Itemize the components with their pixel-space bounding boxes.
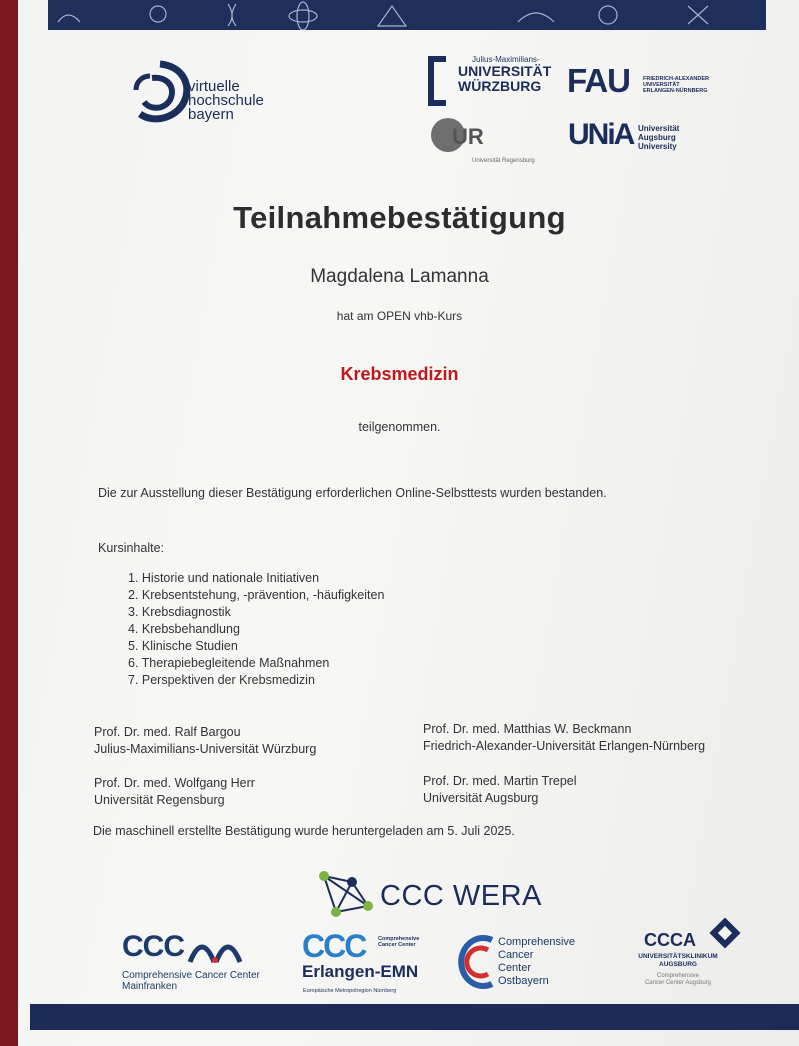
post-course-text: teilgenommen. — [358, 420, 441, 434]
wera-network-icon — [318, 870, 376, 920]
ost-line-4: Ostbayern — [498, 975, 549, 987]
list-item: 6. Therapiebegleitende Maßnahmen — [128, 656, 330, 670]
signatory-institution: Friedrich-Alexander-Universität Erlangen-Nürnberg — [423, 739, 706, 753]
course-name: Krebsmedizin — [340, 364, 459, 384]
wuerzburg-line-1: UNIVERSITÄT — [458, 63, 552, 79]
vhb-line-3: bayern — [188, 106, 234, 123]
pre-course-text: hat am OPEN vhb-Kurs — [336, 309, 463, 323]
signatory-name: Prof. Dr. med. Matthias W. Beckmann — [423, 722, 632, 736]
ccc-mf-line-1: Comprehensive Cancer Center — [122, 970, 260, 981]
ccca-line-3: Comprehensive — [656, 973, 700, 979]
ccc-ostbayern-icon — [452, 934, 496, 990]
fau-sub-1: FRIEDRICH-ALEXANDER — [643, 76, 709, 82]
ccc-mainfranken-mark: CCC — [122, 930, 184, 963]
signatory-institution: Universität Regensburg — [94, 793, 225, 807]
fau-sub-2: UNIVERSITÄT — [643, 82, 680, 88]
signatory-institution: Universität Augsburg — [423, 791, 539, 805]
ccc-mf-line-2: Mainfranken — [122, 981, 178, 992]
ccca-line-2: AUGSBURG — [659, 961, 697, 968]
wuerzburg-logo-bracket — [428, 56, 446, 106]
list-item: 4. Krebsbehandlung — [128, 622, 240, 636]
ccc-erlangen-small: Comprehensive Cancer Center — [378, 936, 420, 948]
signatory-institution: Julius-Maximilians-Universität Würzburg — [94, 742, 317, 756]
ccca-clinic-text — [613, 953, 743, 969]
regensburg-logo-mark: UR — [452, 124, 484, 149]
signatory-trepel — [423, 773, 577, 807]
vhb-logo-icon — [132, 60, 194, 128]
ccca-line-4: Cancer Center Augsburg — [644, 980, 712, 986]
certificate-title: Teilnahmebestätigung — [233, 200, 566, 235]
ost-line-3: Center — [498, 962, 532, 974]
download-note: Die maschinell erstellte Bestätigung wurde heruntergeladen am 5. Juli 2025. — [93, 824, 515, 838]
wera-logo-text: CCC WERA — [380, 880, 542, 912]
ccc-mainfranken-arc-icon — [186, 934, 246, 964]
augsburg-line-2: Augsburg — [638, 133, 676, 142]
course-contents-list — [128, 570, 384, 689]
decorative-top-band — [48, 0, 766, 30]
ccca-diamond-icon — [708, 916, 742, 950]
vhb-line-2: hochschule — [188, 92, 264, 109]
tests-passed-text: Die zur Ausstellung dieser Bestätigung erforderlichen Online-Selbsttests wurden bestanden. — [98, 486, 607, 500]
ccca-line-1: UNIVERSITÄTSKLINIKUM — [638, 953, 718, 960]
ccca-center-text — [613, 973, 743, 987]
ost-line-1: Comprehensive — [498, 936, 576, 948]
signatory-herr — [94, 775, 255, 809]
augsburg-logo-text — [638, 124, 679, 151]
wuerzburg-line-2: WÜRZBURG — [458, 78, 542, 94]
list-item: 1. Historie und nationale Initiativen — [128, 571, 320, 585]
participant-name: Magdalena Lamanna — [310, 266, 489, 287]
vhb-logo-text — [188, 80, 264, 122]
list-item: 3. Krebsdiagnostik — [128, 605, 231, 619]
ccc-mainfranken-text — [122, 970, 260, 992]
list-item: 2. Krebsentstehung, -prävention, -häufigkeiten — [128, 588, 385, 602]
signatory-name: Prof. Dr. med. Wolfgang Herr — [94, 776, 255, 790]
augsburg-line-1: Universität — [638, 124, 680, 133]
ost-line-2: Cancer — [498, 949, 534, 961]
signatory-name: Prof. Dr. med. Martin Trepel — [423, 774, 577, 788]
fau-logo-subtext — [643, 76, 709, 94]
ccc-ostbayern-text — [498, 936, 575, 988]
ccc-erlangen-mark: CCC — [302, 928, 366, 964]
vhb-line-1: virtuelle — [188, 78, 240, 95]
regensburg-logo-name: Universität Regensburg — [472, 158, 535, 164]
decorative-bottom-band — [30, 1004, 799, 1030]
ccc-erlangen-sub: Europäische Metropolregion Nürnberg — [303, 988, 397, 994]
course-contents-label: Kursinhalte: — [98, 541, 165, 555]
signatory-name: Prof. Dr. med. Ralf Bargou — [94, 725, 241, 739]
signatory-beckmann — [423, 721, 705, 755]
wuerzburg-logo-text — [458, 64, 551, 94]
list-item: 5. Klinische Studien — [128, 639, 238, 653]
ccc-erlangen-name: Erlangen-EMN — [302, 962, 419, 981]
list-item: 7. Perspektiven der Krebsmedizin — [128, 673, 315, 687]
fau-sub-3: ERLANGEN-NÜRNBERG — [643, 88, 708, 94]
wuerzburg-small-text: Julius-Maximilians- — [472, 55, 540, 64]
ccca-mark: CCCA — [644, 930, 696, 950]
science-doodle-icon — [48, 0, 766, 30]
augsburg-logo-mark: UNiA — [568, 118, 634, 151]
augsburg-line-3: University — [638, 142, 677, 151]
signatory-bargou — [94, 724, 316, 758]
fau-logo-mark: FAU — [567, 62, 630, 99]
